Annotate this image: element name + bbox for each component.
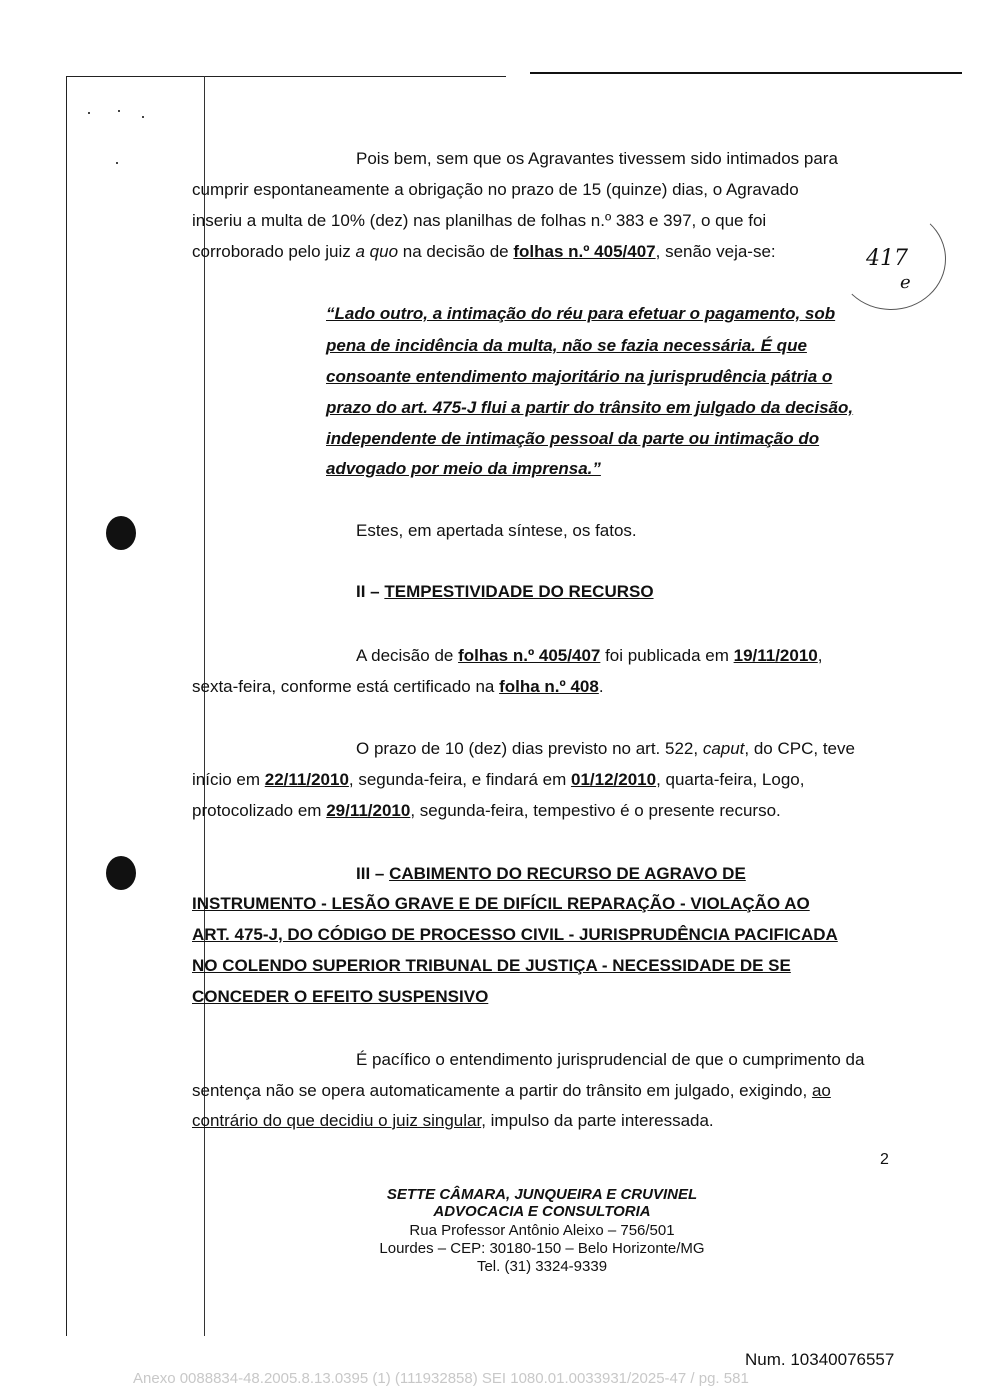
footer-street: Rua Professor Antônio Aleixo – 756/501	[409, 1222, 675, 1239]
left-margin-line	[66, 76, 67, 1336]
section3-number: III –	[356, 864, 390, 883]
text-span: corroborado pelo juiz	[192, 242, 356, 261]
text-span: O prazo de 10 (dez) dias previsto no art. 522,	[356, 739, 703, 758]
text-span: , segunda-feira, tempestivo é o presente recurso.	[410, 801, 781, 820]
section2-number: II –	[356, 582, 385, 601]
text-span: ,	[817, 646, 823, 665]
quote-line6: advogado por meio da imprensa.”	[326, 459, 601, 478]
folhas-reference: folhas n.º 405/407	[458, 646, 601, 665]
text-span: início em	[192, 770, 265, 789]
top-border-left	[66, 76, 506, 77]
publication-date: 19/11/2010	[733, 646, 818, 665]
punch-hole-bottom	[106, 856, 136, 890]
scan-speck	[142, 116, 144, 118]
section3-title-start: CABIMENTO DO RECURSO DE AGRAVO DE	[389, 864, 746, 883]
text-span: , impulso da parte interessada.	[481, 1111, 714, 1130]
folhas-reference: folhas n.º 405/407	[513, 242, 656, 261]
text-span: protocolizado em	[192, 801, 327, 820]
quote-line4: prazo do art. 475-J flui a partir do trânsito em julgado da decisão,	[326, 398, 854, 417]
paragraph3-line3	[192, 801, 781, 821]
scan-speck	[88, 112, 90, 114]
section3-line1	[356, 864, 898, 884]
text-span: , quarta-feira, Logo,	[656, 770, 805, 789]
text-span: .	[598, 677, 604, 696]
section3-line2: INSTRUMENTO - LESÃO GRAVE E DE DIFÍCIL REPARAÇÃO - VIOLAÇÃO AO	[192, 894, 810, 913]
text-span: ao	[811, 1081, 831, 1100]
start-date: 22/11/2010	[264, 770, 349, 789]
text-span: , senão veja-se:	[655, 242, 776, 261]
paragraph1-line3: inseriu a multa de 10% (dez) nas planilhas de folhas n.º 383 e 397, o que foi	[192, 211, 767, 230]
text-span: A decisão de	[356, 646, 459, 665]
stamp-folio: 417	[866, 246, 908, 271]
quote-line1: “Lado outro, a intimação do réu para efetuar o pagamento, sob	[326, 304, 836, 323]
quote-line2: pena de incidência da multa, não se fazia necessária. É que	[326, 336, 807, 355]
text-span: sentença não se opera automaticamente a partir do trânsito em julgado, exigindo,	[192, 1081, 812, 1100]
paragraph2-line1	[356, 646, 898, 666]
punch-hole-top	[106, 516, 136, 550]
paragraph1-line2-text: cumprir espontaneamente a obrigação no prazo de 15 (quinze) dias, o Agravado	[192, 180, 799, 199]
footer-firm: SETTE CÂMARA, JUNQUEIRA E CRUVINEL	[386, 1186, 698, 1203]
folha-reference: folha n.º 408	[499, 677, 599, 696]
document-number: Num. 10340076557	[745, 1350, 895, 1369]
section2-title: TEMPESTIVIDADE DO RECURSO	[384, 582, 654, 601]
section3-line5: CONCEDER O EFEITO SUSPENSIVO	[192, 987, 489, 1006]
stamp-initial-glyph: e	[900, 272, 911, 293]
summary-line: Estes, em apertada síntese, os fatos.	[356, 521, 637, 540]
text-span: , do CPC, teve	[744, 739, 855, 758]
footer-city: Lourdes – CEP: 30180-150 – Belo Horizonte/MG	[379, 1240, 705, 1257]
paragraph3-line1	[356, 739, 855, 759]
top-border-right	[530, 72, 962, 74]
page-number: 2	[880, 1151, 889, 1168]
paragraph4-line2	[192, 1081, 831, 1101]
scan-speck	[118, 110, 120, 112]
paragraph3-line2	[192, 770, 804, 790]
section3-line4: NO COLENDO SUPERIOR TRIBUNAL DE JUSTIÇA - NECESSIDADE DE SE	[192, 956, 791, 975]
text-span: foi publicada em	[600, 646, 734, 665]
paragraph4-line3	[192, 1111, 714, 1131]
footer-phone: Tel. (31) 3324-9339	[476, 1258, 608, 1275]
paragraph1-line1: Pois bem, sem que os Agravantes tivessem sido intimados para	[356, 149, 838, 168]
quote-line3: consoante entendimento majoritário na jurisprudência pátria o	[326, 367, 833, 386]
section2-heading	[356, 582, 654, 602]
paragraph2-line2	[192, 677, 604, 697]
end-date: 01/12/2010	[570, 770, 657, 789]
stamp-initial	[900, 272, 911, 293]
inner-margin-line	[204, 76, 205, 1336]
annex-watermark: Anexo 0088834-48.2005.8.13.0395 (1) (111932858) SEI 1080.01.0033931/2025-47 / pg. 581	[133, 1370, 749, 1387]
text-span: sexta-feira, conforme está certificado na	[192, 677, 500, 696]
scan-speck	[116, 162, 118, 164]
quote-line5: independente de intimação pessoal da parte ou intimação do	[326, 429, 820, 448]
footer-subtitle: ADVOCACIA E CONSULTORIA	[433, 1203, 651, 1220]
text-span: , segunda-feira, e findará em	[348, 770, 571, 789]
section3-line3: ART. 475-J, DO CÓDIGO DE PROCESSO CIVIL - JURISPRUDÊNCIA PACIFICADA	[192, 925, 838, 944]
paragraph1-line2	[192, 180, 898, 200]
text-span: na decisão de	[398, 242, 514, 261]
paragraph1-line4	[192, 242, 776, 262]
filing-date: 29/11/2010	[326, 801, 411, 820]
text-span: a quo	[355, 242, 399, 261]
text-span: contrário do que decidiu o juiz singular	[192, 1111, 482, 1130]
paragraph4-line1: É pacífico o entendimento jurisprudencial de que o cumprimento da	[356, 1050, 865, 1069]
text-span: caput	[702, 739, 745, 758]
